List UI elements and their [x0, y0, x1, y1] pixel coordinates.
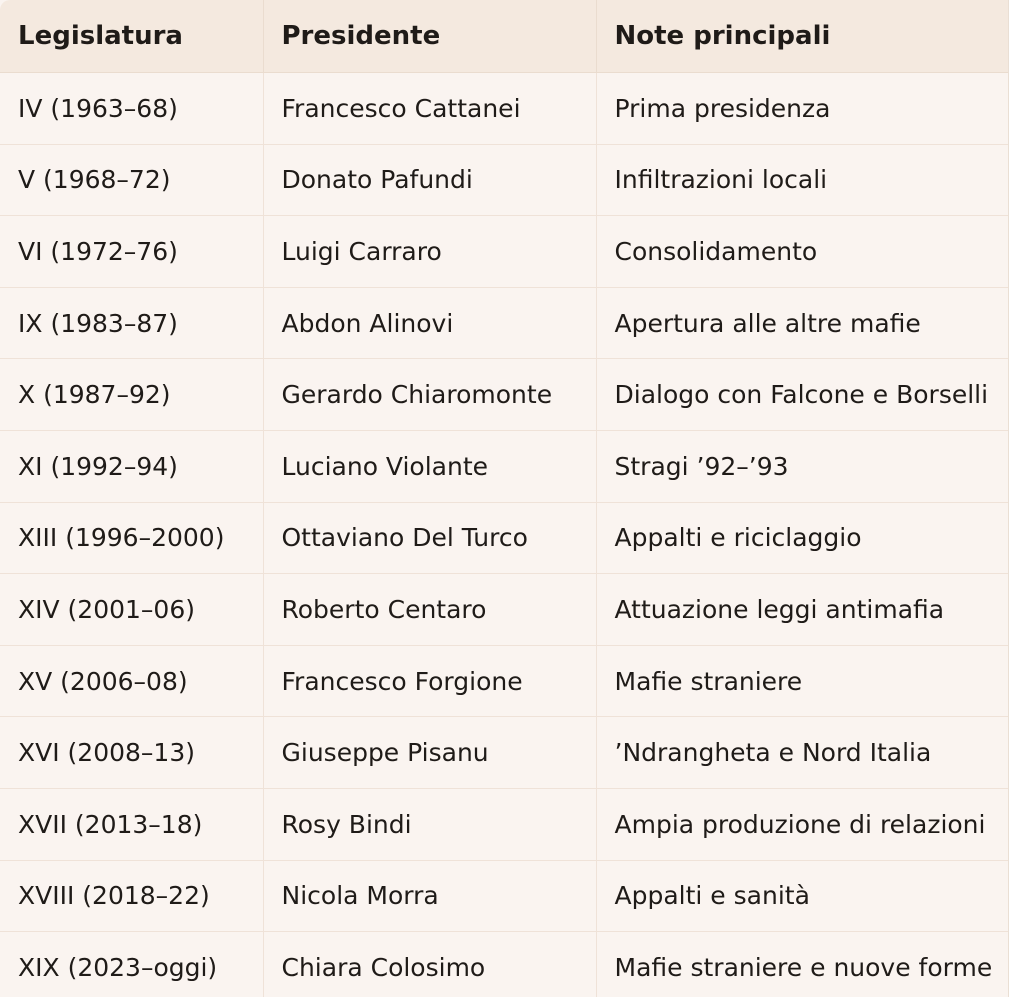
cell-note: Ampia produzione di relazioni: [596, 788, 1008, 860]
header-legislatura: Legislatura: [0, 0, 263, 73]
cell-legislatura: XIX (2023–oggi): [0, 932, 263, 997]
cell-presidente: Luigi Carraro: [263, 216, 596, 288]
cell-legislatura: XI (1992–94): [0, 430, 263, 502]
cell-presidente: Donato Pafundi: [263, 144, 596, 216]
cell-legislatura: IV (1963–68): [0, 73, 263, 145]
table-row: [0, 430, 1008, 502]
table-row: [0, 932, 1008, 997]
cell-note: Dialogo con Falcone e Borselli: [596, 359, 1008, 431]
cell-legislatura: XIII (1996–2000): [0, 502, 263, 574]
table-row: [0, 717, 1008, 789]
table-row: [0, 216, 1008, 288]
cell-legislatura: VI (1972–76): [0, 216, 263, 288]
cell-presidente: Roberto Centaro: [263, 574, 596, 646]
cell-presidente: Gerardo Chiaromonte: [263, 359, 596, 431]
cell-presidente: Nicola Morra: [263, 860, 596, 932]
cell-presidente: Francesco Cattanei: [263, 73, 596, 145]
cell-note: Attuazione leggi antimafia: [596, 574, 1008, 646]
table-row: [0, 502, 1008, 574]
cell-legislatura: XV (2006–08): [0, 645, 263, 717]
cell-note: Appalti e riciclaggio: [596, 502, 1008, 574]
cell-note: Mafie straniere e nuove forme: [596, 932, 1008, 997]
cell-note: Infiltrazioni locali: [596, 144, 1008, 216]
cell-legislatura: XVII (2013–18): [0, 788, 263, 860]
cell-note: Stragi ’92–’93: [596, 430, 1008, 502]
cell-note: Prima presidenza: [596, 73, 1008, 145]
cell-presidente: Abdon Alinovi: [263, 287, 596, 359]
cell-note: Apertura alle altre mafie: [596, 287, 1008, 359]
cell-note: Consolidamento: [596, 216, 1008, 288]
cell-presidente: Luciano Violante: [263, 430, 596, 502]
table-header: [0, 0, 1008, 73]
table-row: [0, 860, 1008, 932]
cell-presidente: Chiara Colosimo: [263, 932, 596, 997]
cell-note: ’Ndrangheta e Nord Italia: [596, 717, 1008, 789]
cell-legislatura: XIV (2001–06): [0, 574, 263, 646]
cell-presidente: Giuseppe Pisanu: [263, 717, 596, 789]
cell-note: Appalti e sanità: [596, 860, 1008, 932]
header-row: [0, 0, 1008, 73]
cell-legislatura: XVIII (2018–22): [0, 860, 263, 932]
cell-presidente: Francesco Forgione: [263, 645, 596, 717]
table-row: [0, 788, 1008, 860]
cell-legislatura: V (1968–72): [0, 144, 263, 216]
header-note-principali: Note principali: [596, 0, 1008, 73]
table-row: [0, 287, 1008, 359]
table-row: [0, 574, 1008, 646]
cell-note: Mafie straniere: [596, 645, 1008, 717]
cell-legislatura: IX (1983–87): [0, 287, 263, 359]
table-row: [0, 73, 1008, 145]
header-presidente: Presidente: [263, 0, 596, 73]
cell-legislatura: XVI (2008–13): [0, 717, 263, 789]
cell-presidente: Ottaviano Del Turco: [263, 502, 596, 574]
table-body: [0, 73, 1008, 997]
table-row: [0, 645, 1008, 717]
cell-legislatura: X (1987–92): [0, 359, 263, 431]
cell-presidente: Rosy Bindi: [263, 788, 596, 860]
table-row: [0, 359, 1008, 431]
table-row: [0, 144, 1008, 216]
